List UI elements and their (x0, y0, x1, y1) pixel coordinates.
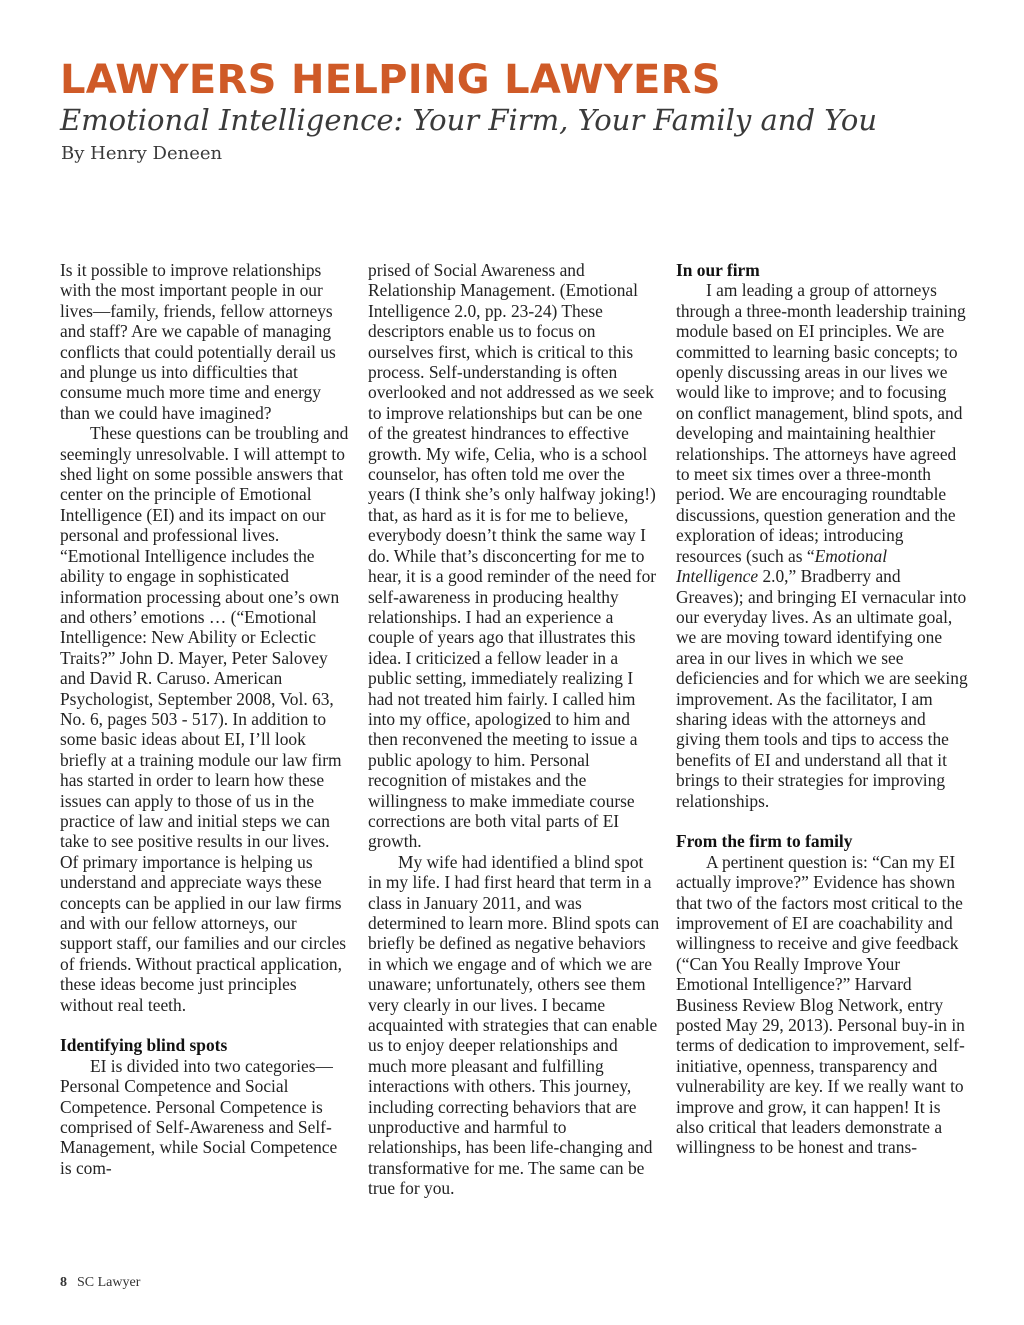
paragraph-ei-definition: These questions can be troubling and seemingly unresolvable. I will attempt to shed light on some possible answers that center on the principle of Emotional Intelligence (EI) and its impact on our personal and professional lives. “Emotional Intelligence includes the ability to engage in sophisticated information processing about one’s own and others’ emotions … (“Emotional Intelligence: New Ability or Eclectic Traits?” John D. Mayer, Peter Salovey and David R. Caruso. American Psychologist, September 2008, Vol. 63, No. 6, pages 503 - 517). In addition to some basic ideas about EI, I’ll look briefly at a training module our law firm has started in order to learn how these issues can apply to those of us in the practice of law and initial steps we can take to see positive results in our lives. Of primary importance is helping us understand and appreciate ways these concepts can be applied in our law firms and with our fellow attorneys, our support staff, our families and our circles of friends. Without practical application, these ideas become just principles without real teeth. (60, 423, 349, 1015)
paragraph-training-module (676, 280, 968, 811)
text-run: 2.0,” Bradberry and Greaves); and bringing EI vernacular into our everyday lives. As an ultimate goal, we are moving toward identifying one area in our lives in which we see deficiencies and for which we are seeking improvement. As the facilitator, I am sharing ideas with the attorneys and giving them tools and tips to access the benefits of EI and understand all that it brings to their strategies for improving relationships. (676, 566, 968, 811)
article-subtitle: Emotional Intelligence: Your Firm, Your Family and You (60, 103, 878, 137)
text-column-3 (676, 260, 968, 1158)
text-column-1 (60, 260, 352, 1178)
section-heading-firm-to-family: From the firm to family (676, 831, 853, 852)
page-footer (60, 1275, 140, 1291)
section-heading-blind-spots: Identifying blind spots (60, 1035, 228, 1056)
section-heading-in-our-firm: In our firm (676, 260, 760, 280)
paragraph-ei-categories: EI is divided into two categories—Personal Competence and Social Competence. Personal Competence is comprised of Self-Awareness and Self-Management, while Social Competence is com- (60, 1055, 338, 1178)
paragraph-ei-categories-continued: prised of Social Awareness and Relationship Management. (Emotional Intelligence 2.0, pp. 23-24) These descriptors enable us to focus on ourselves first, which is critical to this process. Self-understanding is often overlooked and not addressed as we seek to improve relationships but can be one of the greatest hindrances to effective growth. My wife, Celia, who is a school counselor, has often told me over the years (I think she’s only halfway joking!) that, as hard as it is for me to believe, everybody doesn’t think the same way I do. While that’s disconcerting for me to hear, it is a good reminder of the need for self-awareness in producing healthy relationships. I had an experience a couple of years ago that illustrates this idea. I criticized a fellow leader in a public setting, immediately realizing I had not treated him fairly. I called him into my office, apologized to him and then reconvened the meeting to issue a public apology to him. Personal recognition of mistakes and the willingness to make immediate course corrections are both vital parts of EI growth. (368, 260, 657, 852)
paragraph-can-ei-improve: A pertinent question is: “Can my EI actually improve?” Evidence has shown that two of the factors most critical to the improvement of EI are coachability and willingness to receive and give feedback (“Can You Really Improve Your Emotional Intelligence?” Harvard Business Review Blog Network, entry posted May 29, 2013). Personal buy-in in terms of dedication to improvement, self-initiative, openness, transparency and vulnerability are key. If we really want to improve and grow, it can happen! It is also critical that leaders demonstrate a willingness to be honest and trans- (676, 851, 965, 1158)
book-title-italic: Emotional Intelligence (676, 545, 888, 587)
byline: By Henry Deneen (61, 143, 223, 164)
text-column-2 (368, 260, 660, 1199)
paragraph-blind-spot-story: My wife had identified a blind spot in my life. I had first heard that term in a class in January 2011, and was determined to learn more. Blind spots can briefly be defined as negative behaviors in which we engage and of which we are unaware; unfortunately, others see them very clearly in our lives. I became acquainted with strategies that can enable us to enjoy deeper relationships and much more pleasant and fulfilling interactions with others. This journey, including correcting behaviors that are unproductive and harmful to relationships, has been life-changing and transformative for me. The same can be true for you. (368, 851, 660, 1199)
text-run: I am leading a group of attorneys through a three-month leadership training module based on EI principles. We are committed to learning basic concepts; to openly discussing areas in our lives we would like to improve; and to focusing on conflict management, blind spots, and developing and maintaining healthier relationships. The attorneys have agreed to meet six times over a three-month period. We are encouraging roundtable discussions, question generation and the exploration of ideas; introducing resources (such as “ (676, 280, 966, 566)
paragraph-intro: Is it possible to improve relationships with the most important people in our lives—family, friends, fellow attorneys and staff? Are we capable of managing conflicts that could potentially derail us and plunge us into difficulties that consume much more time and energy than we could have imagined? (60, 260, 336, 423)
article-title: LAWYERS HELPING LAWYERS (60, 57, 721, 103)
publication-name: SC Lawyer (77, 1275, 141, 1290)
page-number: 8 (60, 1275, 67, 1290)
